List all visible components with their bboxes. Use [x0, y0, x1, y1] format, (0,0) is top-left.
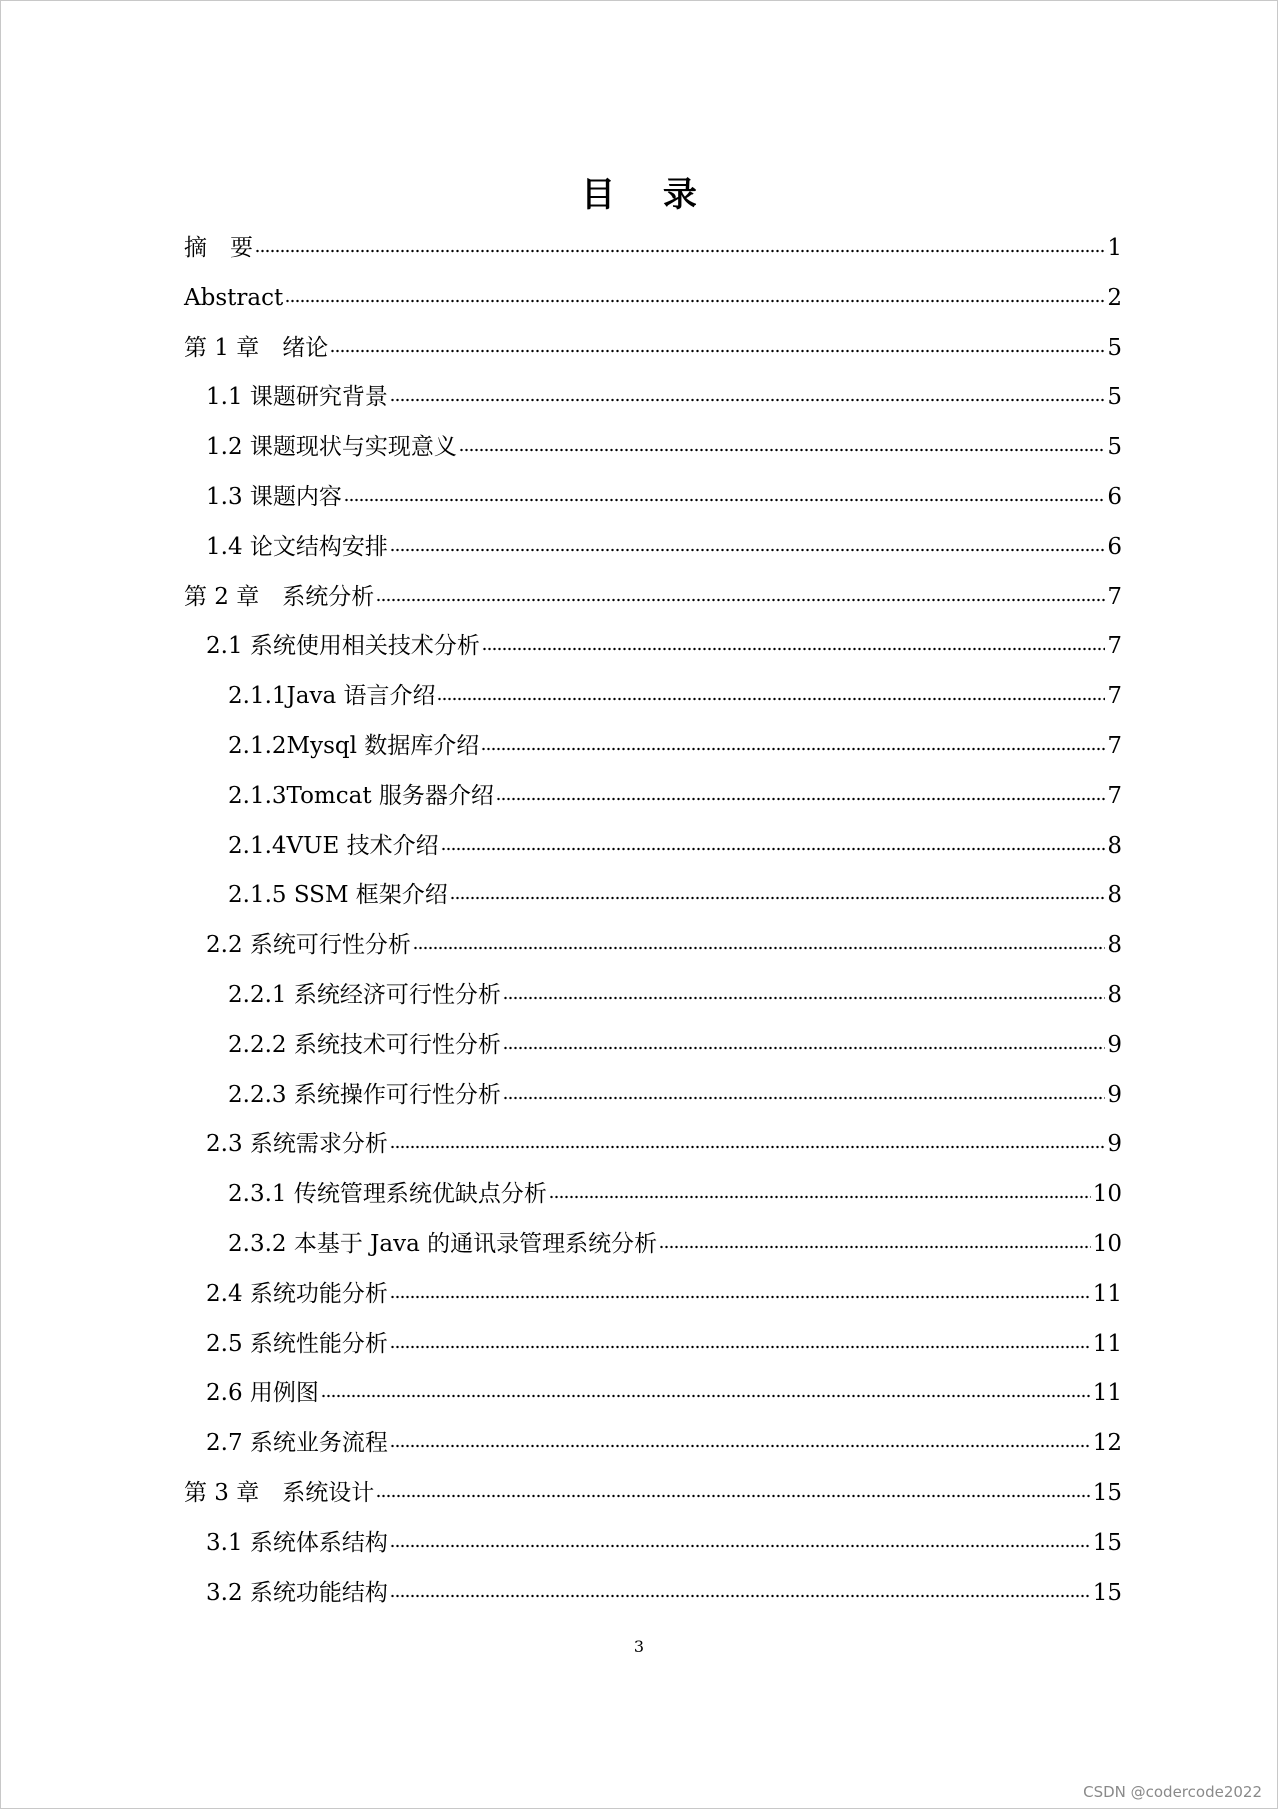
toc-entry-page: 9	[1107, 1031, 1122, 1058]
toc-entry-page: 5	[1107, 434, 1122, 461]
toc-leader-dots	[376, 595, 1105, 605]
toc-entry-title: 第 1 章 绪论	[184, 334, 329, 361]
toc-entry-title: 第 3 章 系统设计	[184, 1480, 375, 1506]
toc-entry-title: 2.1.5 SSM 框架介绍	[228, 882, 448, 909]
toc-entry-title: 2.1.2Mysql 数据库介绍	[228, 733, 480, 759]
toc-entry-title: 2.3 系统需求分析	[206, 1131, 388, 1158]
toc-leader-dots	[330, 346, 1105, 356]
toc-leader-dots	[503, 1043, 1106, 1053]
toc-entry[interactable]	[184, 281, 1122, 315]
toc-entry[interactable]	[228, 878, 1122, 912]
toc-entry-page: 8	[1107, 882, 1122, 909]
toc-entry-title: 2.1.4VUE 技术介绍	[228, 832, 439, 859]
toc-leader-dots	[255, 246, 1105, 256]
toc-entry-page: 7	[1107, 683, 1122, 710]
toc-entry-page: 7	[1107, 782, 1122, 809]
toc-entry-page: 15	[1092, 1529, 1122, 1556]
toc-entry-page: 9	[1107, 1081, 1122, 1108]
toc-entry-title: 2.2.1 系统经济可行性分析	[228, 982, 501, 1008]
toc-entry[interactable]	[206, 380, 1122, 414]
toc-entry-title: 1.1 课题研究背景	[206, 384, 388, 411]
toc-entry[interactable]	[206, 1127, 1122, 1161]
toc-entry-title: 摘 要	[184, 235, 253, 261]
toc-entry[interactable]	[184, 580, 1122, 614]
toc-entry-page: 12	[1092, 1430, 1122, 1457]
toc-entry[interactable]	[206, 1526, 1122, 1560]
toc-entry[interactable]	[206, 629, 1122, 663]
toc-entry[interactable]	[228, 1078, 1122, 1112]
toc-entry-page: 9	[1107, 1131, 1122, 1158]
toc-entry-title: 2.2.3 系统操作可行性分析	[228, 1081, 501, 1108]
toc-leader-dots	[321, 1391, 1091, 1401]
toc-entry[interactable]	[206, 480, 1122, 514]
toc-entry-page: 8	[1107, 832, 1122, 859]
toc-leader-dots	[437, 694, 1105, 704]
toc-entry-title: 3.2 系统功能结构	[206, 1579, 388, 1606]
toc-entry-title: 2.1.1Java 语言介绍	[228, 683, 436, 710]
toc-entry[interactable]	[184, 331, 1122, 365]
toc-entry-page: 5	[1107, 334, 1122, 361]
toc-entry[interactable]	[184, 231, 1122, 265]
toc-entry[interactable]	[228, 829, 1122, 863]
toc-title: 目 录	[581, 175, 715, 215]
toc-leader-dots	[390, 1342, 1091, 1352]
toc-entry-page: 2	[1107, 284, 1122, 311]
toc-entry[interactable]	[228, 729, 1122, 763]
toc-entry-page: 6	[1107, 484, 1122, 510]
toc-entry-title: 第 2 章 系统分析	[184, 583, 375, 610]
toc-entry-title: 3.1 系统体系结构	[206, 1529, 388, 1556]
toc-leader-dots	[390, 545, 1105, 555]
toc-leader-dots	[390, 1541, 1091, 1551]
toc-leader-dots	[413, 943, 1105, 953]
toc-entry-title: 2.1 系统使用相关技术分析	[206, 633, 480, 660]
toc-entry-title: 2.1.3Tomcat 服务器介绍	[228, 782, 494, 809]
toc-entry[interactable]	[228, 1028, 1122, 1062]
toc-leader-dots	[450, 893, 1106, 903]
toc-leader-dots	[390, 1142, 1105, 1152]
toc-entry[interactable]	[228, 1227, 1122, 1261]
toc-leader-dots	[390, 1591, 1091, 1601]
watermark: CSDN @codercode2022	[1083, 1783, 1262, 1801]
toc-entry-title: 2.7 系统业务流程	[206, 1430, 388, 1457]
toc-entry-page: 10	[1092, 1181, 1122, 1208]
toc-entry-page: 7	[1107, 583, 1122, 610]
toc-entry-title: 2.5 系统性能分析	[206, 1330, 388, 1357]
toc-entry-page: 5	[1107, 384, 1122, 411]
toc-entry-title: 2.3.2 本基于 Java 的通讯录管理系统分析	[228, 1231, 658, 1257]
toc-entry-page: 8	[1107, 932, 1122, 959]
toc-entry[interactable]	[206, 1426, 1122, 1460]
toc-entry[interactable]	[206, 1277, 1122, 1311]
toc-entry-title: 1.3 课题内容	[206, 484, 342, 510]
toc-entry[interactable]	[206, 430, 1122, 464]
toc-entry-page: 15	[1092, 1480, 1122, 1506]
toc-entry[interactable]	[228, 978, 1122, 1012]
toc-entry-title: 2.4 系统功能分析	[206, 1280, 388, 1307]
page-number: 3	[633, 1637, 645, 1656]
toc-leader-dots	[390, 1292, 1091, 1302]
toc-leader-dots	[503, 1093, 1106, 1103]
toc-leader-dots	[285, 296, 1105, 306]
toc-entry-title: 2.6 用例图	[206, 1380, 319, 1407]
toc-leader-dots	[390, 395, 1105, 405]
toc-leader-dots	[481, 744, 1105, 754]
toc-entry[interactable]	[228, 679, 1122, 713]
toc-entry[interactable]	[228, 1177, 1122, 1211]
toc-entry-page: 1	[1107, 235, 1122, 261]
toc-entry-page: 11	[1092, 1380, 1122, 1407]
toc-leader-dots	[496, 794, 1105, 804]
toc-entry-page: 15	[1092, 1579, 1122, 1606]
toc-entry-page: 7	[1107, 633, 1122, 660]
toc-leader-dots	[441, 844, 1106, 854]
toc-entry[interactable]	[206, 1327, 1122, 1361]
toc-entry-title: 1.2 课题现状与实现意义	[206, 434, 457, 461]
toc-leader-dots	[344, 495, 1105, 505]
toc-leader-dots	[549, 1192, 1091, 1202]
toc-entry[interactable]	[184, 1476, 1122, 1510]
toc-leader-dots	[459, 445, 1105, 455]
toc-leader-dots	[503, 993, 1106, 1003]
toc-entry[interactable]	[206, 530, 1122, 564]
toc-entry[interactable]	[206, 1376, 1122, 1410]
toc-entry-page: 10	[1092, 1231, 1122, 1257]
toc-leader-dots	[482, 644, 1105, 654]
toc-entry-title: Abstract	[184, 284, 284, 311]
toc-entry-title: 2.2.2 系统技术可行性分析	[228, 1031, 501, 1058]
toc-leader-dots	[390, 1441, 1091, 1451]
toc-entry-page: 6	[1107, 533, 1122, 560]
toc-entry-page: 8	[1107, 982, 1122, 1008]
toc-entry-title: 1.4 论文结构安排	[206, 533, 388, 560]
toc-entry[interactable]	[206, 1576, 1122, 1610]
toc-leader-dots	[659, 1242, 1091, 1252]
toc-leader-dots	[376, 1491, 1090, 1501]
toc-entry-title: 2.3.1 传统管理系统优缺点分析	[228, 1181, 547, 1208]
toc-entry-title: 2.2 系统可行性分析	[206, 932, 411, 959]
toc-entry-page: 11	[1092, 1280, 1122, 1307]
toc-entry[interactable]	[206, 928, 1122, 962]
toc-entry[interactable]	[228, 779, 1122, 813]
toc-entry-page: 7	[1107, 733, 1122, 759]
toc-entry-page: 11	[1092, 1330, 1122, 1357]
